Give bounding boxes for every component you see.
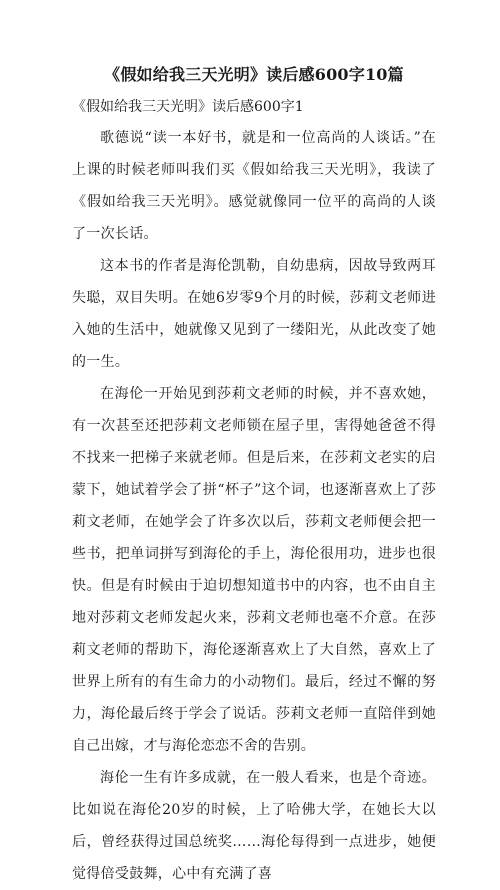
paragraph-3: 在海伦一开始见到莎莉文老师的时候，并不喜欢她，有一次甚至还把莎莉文老师锁在屋子里，害得她爸爸不得不找来一把梯子来就老师。但是后来，在莎莉文老实的启蒙下，她试着学会了拼“杯子”这个词，也逐渐喜欢上了莎莉文老师，在她学会了许多次以后，莎莉文老师便会把一些书，把单词拼写到海伦的手上，海伦很用功，进步也很快。但是有时候由于迫切想知道书中的内容，也不由自主地对莎莉文老师发起火来，莎莉文老师也毫不介意。在莎莉文老师的帮助下，海伦逐渐喜欢上了大自然，喜欢上了世界上所有的有生命力的小动物们。最后，经过不懈的努力，海伦最后终于学会了说话。莎莉文老师一直陪伴到她自己出嫁，才与海伦恋恋不舍的告别。 <box>72 386 436 754</box>
document-title: 《假如给我三天光明》读后感600字10篇 <box>104 65 404 84</box>
paragraph-2: 这本书的作者是海伦凯勒，自幼患病，因故导致两耳失聪，双目失明。在她6岁零9个月的时候，莎莉文老师进入她的生活中，她就像又见到了一缕阳光，从此改变了她的一生。 <box>72 258 436 370</box>
paragraph-1: 歌德说“读一本好书，就是和一位高尚的人谈话。”在上课的时候老师叫我们买《假如给我三天光明》，我读了《假如给我三天光明》。感觉就像同一位平的高尚的人谈了一次长话。 <box>72 130 436 242</box>
paragraph-4: 海伦一生有许多成就，在一般人看来，也是个奇迹。比如说在海伦20岁的时候，上了哈佛大学，在她长大以后，曾经获得过国总统奖……海伦每得到一点进步，她便觉得倍受鼓舞，心中有充满了喜 <box>72 770 436 882</box>
document-subtitle: 《假如给我三天光明》读后感600字1 <box>72 99 304 115</box>
